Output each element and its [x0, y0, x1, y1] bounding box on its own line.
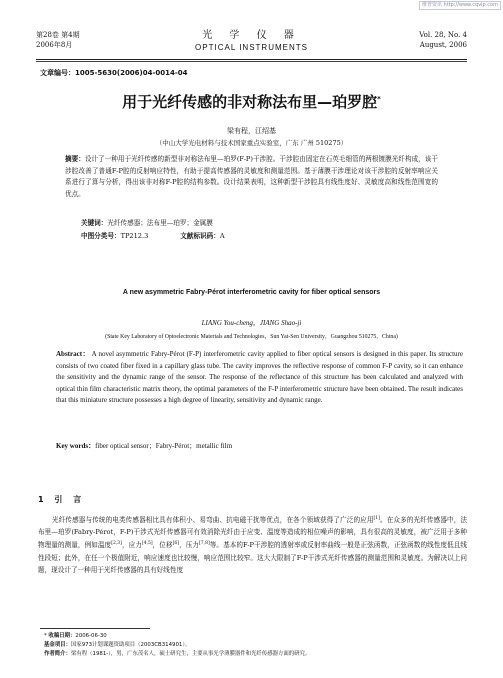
header-right [419, 30, 467, 50]
article-number: 文章编号：1005-5630(2006)04-0014-04 [40, 69, 188, 77]
keywords-en-text: fiber optical sensor；Fabry-Pérot；metallic film [95, 442, 233, 450]
header-center [36, 30, 467, 53]
body-run: 等。基本的F-P干涉腔的透射率或反射率曲线一般是正弦函数，正弦函数的线性度低且线性段短；此外，在任一个极值附近，响应速度也比较慢，响应范围比较窄。这大大限制了F-P干涉式光纤传感器的测量范围和灵敏度。为解决以上问题，现设计了一种用于光纤传感器的具有好线性度 [38, 541, 467, 574]
keywords-en [56, 441, 232, 451]
class-value: TP212.3 [120, 232, 149, 240]
authors-cn: 梁有程，江绍基 [227, 127, 276, 135]
body-text [38, 513, 467, 576]
abstract-en [56, 349, 463, 407]
journal-name-cn: 光 学 仪 器 [202, 30, 301, 41]
doc-code-label: 文献标识码： [180, 232, 220, 240]
section-title: 引 言 [54, 495, 86, 504]
footnote-text: 梁有程（1981-），男，广东茂名人，硕士研究生，主要从事光学薄膜器件和光纤传感器方面的研究。 [70, 651, 311, 657]
date-cn: 2006年8月 [36, 41, 73, 49]
affiliation-cn: （中山大学光电材料与技术国家重点实验室，广东 广州 510275） [155, 139, 348, 147]
footnote-author [44, 650, 467, 658]
footnote-text: 国家973计划课题资助项目（2003CB314901）。 [70, 642, 191, 648]
keywords-cn-text: 光纤传感器；法布里—珀罗；金属膜 [107, 219, 213, 227]
volume-en: Vol. 28, No. 4 [419, 31, 467, 39]
section-heading [38, 494, 85, 505]
watermark: 维普资讯 http://www.cqvip.com [419, 1, 501, 10]
volume-cn: 第28卷 第4期 [36, 31, 80, 39]
footnote-label: 收稿日期： [48, 633, 76, 639]
keywords-cn [81, 217, 213, 227]
footnote-fund [44, 641, 467, 649]
abstract-en-label: Abstract： [56, 350, 90, 358]
footnote-text: 2006-06-30 [75, 633, 107, 639]
classification-cn [81, 230, 225, 240]
date-en: August, 2006 [419, 41, 467, 49]
citation: [6] [172, 541, 179, 547]
footnote-received: * 收稿日期：2006-06-30 [44, 633, 107, 639]
abstract-cn-label: 摘要： [65, 155, 85, 163]
title-cn [0, 91, 503, 112]
citation: [2,3] [111, 541, 122, 547]
keywords-en-label: Key words： [56, 442, 96, 450]
title-en: A new asymmetric Fabry-Pérot interferometric cavity for fiber optical sensors [122, 289, 381, 296]
title-footnote-mark: * [377, 95, 381, 103]
body-run: 光纤传感器与传统的电类传感器相比具有体积小、易弯曲、抗电磁干扰等优点，在各个领域获得了广泛的应用 [52, 516, 374, 525]
keywords-cn-label: 关键词： [81, 219, 108, 227]
body-run: 。在众多的光纤传感器中，法布里—珀罗(Fabry-Pérot，F-P)干涉式光纤传感器可有效消除光纤由于应变、温度等造成的相位噪声的影响，具有很高的灵敏度，被广泛用于多种物理量的测量，例如温度 [38, 516, 468, 550]
header-rule-thin [36, 61, 467, 62]
doc-code-value: A [219, 232, 225, 240]
title-cn-text: 用于光纤传感的非对称法布里—珀罗腔 [122, 93, 378, 111]
footnote-label: 作者简介： [44, 651, 71, 657]
footnote-rule [40, 628, 150, 629]
abstract-cn [65, 154, 438, 200]
journal-name-en: OPTICAL INSTRUMENTS [195, 43, 308, 52]
journal-header [36, 30, 467, 58]
citation: [4,5] [141, 541, 153, 547]
abstract-en-text: A novel asymmetric Fabry-Pérot (F-P) interferometric cavity applied to fiber optical sensors is designed in this paper. Its structure consists of two coated fiber fixed in a capillary glass tube. The cavity improves the reflective response of common F-P cavity, so it can enhance the sensitivity and the dynamic range of the sensor. The response of the reflectance of this structure has been calculated and analyzed with optical thin film characteristic matrix theory, the optimal parameters of the F-P interferometric structure have been obtained. The result indicates that this miniature structure possesses a high degree of linearity, sensitivity and dynamic range. [56, 350, 463, 404]
abstract-cn-text: 设计了一种用于光纤传感的新型非对称法布里—珀罗(F-P)干涉腔。干涉腔由固定在石英毛细管的两根镀膜光纤构成，该干涉腔改善了普通F-P腔的反射响应特性，有助于提高传感器的灵敏度和测量范围。基于薄膜干涉理论对该干涉腔的反射率响应关系进行了算与分析，得出该非对称F-P腔的结构参数。设计结果表明，这种新型干涉腔具有线性度好、灵敏度高和线性范围宽的优点。 [65, 155, 438, 198]
citation: [7,8] [199, 541, 210, 547]
citation: [1] [373, 516, 380, 521]
header-rule [36, 59, 467, 60]
body-run: ，应力 [121, 541, 142, 550]
authors-en: LIANG You-cheng，JIANG Shao-ji [201, 319, 302, 327]
affiliation-en: (State Key Laboratory of Optoelectronic Materials and Technologies，Sun Yat-Sen University，Guangzhou 510275，China) [105, 334, 398, 340]
footnote-label: 基金项目： [44, 642, 71, 648]
body-run: ，位移 [152, 541, 173, 550]
section-number: 1 [38, 495, 48, 504]
class-label: 中图分类号： [81, 232, 121, 240]
body-run: ，压力 [179, 541, 200, 550]
